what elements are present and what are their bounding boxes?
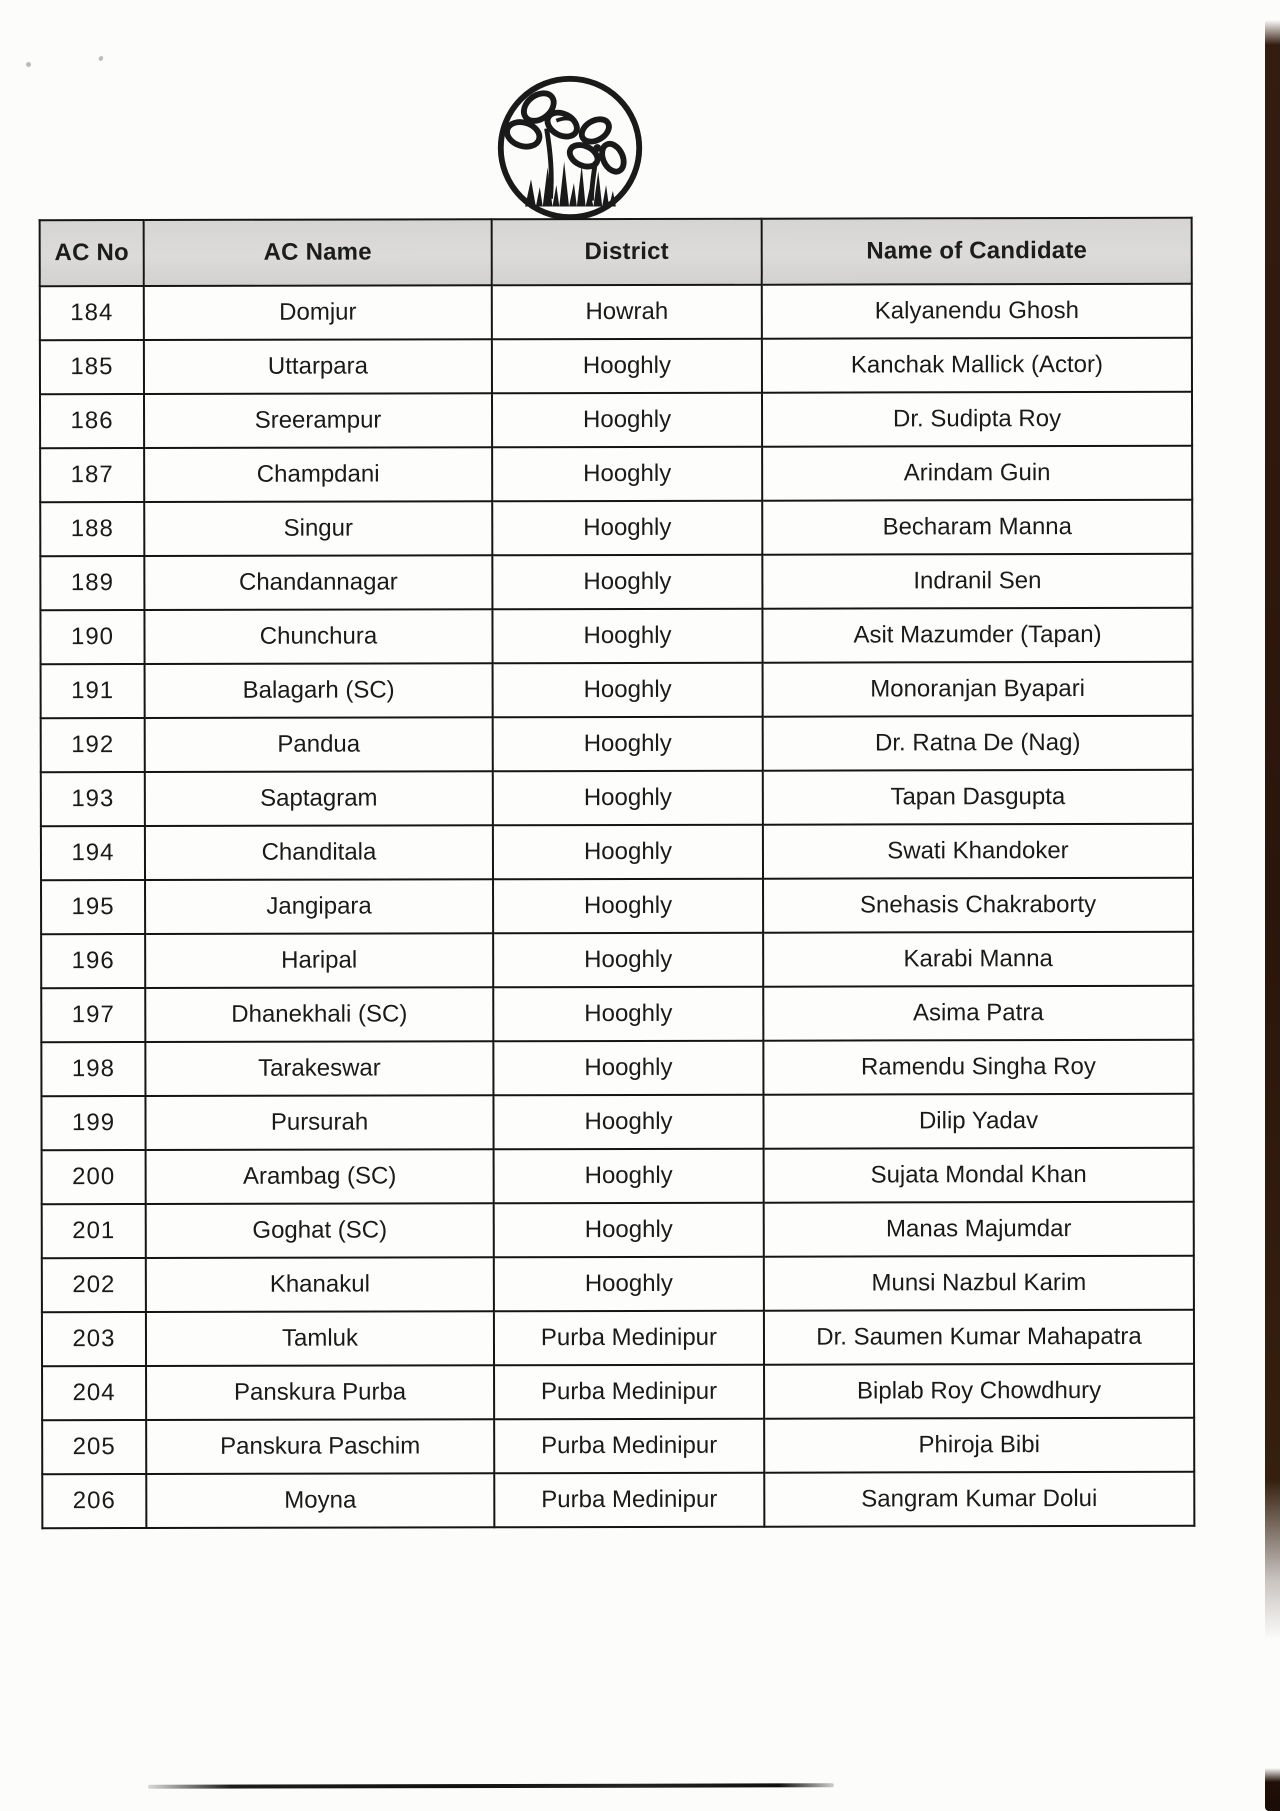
table-row (41, 716, 1193, 772)
header-ac-no: AC No (40, 220, 144, 286)
candidate-cell: Indranil Sen (762, 554, 1192, 609)
ac-no-cell: 203 (42, 1312, 146, 1366)
ac-name-cell: Moyna (146, 1473, 494, 1528)
candidate-cell: Tapan Dasgupta (763, 770, 1193, 825)
table-row (41, 1094, 1193, 1150)
ac-no-cell: 200 (42, 1150, 146, 1204)
table-row (41, 986, 1193, 1042)
ac-name-cell: Pandua (145, 717, 493, 772)
ac-name-cell: Chandannagar (144, 555, 492, 610)
ac-name-cell: Dhanekhali (SC) (145, 987, 493, 1042)
ac-no-cell: 186 (40, 394, 144, 448)
ac-no-cell: 205 (42, 1420, 146, 1474)
candidate-cell: Biplab Roy Chowdhury (764, 1364, 1194, 1419)
ac-name-cell: Saptagram (145, 771, 493, 826)
district-cell: Hooghly (494, 1149, 764, 1204)
candidate-cell: Swati Khandoker (763, 824, 1193, 879)
ac-name-cell: Pursurah (145, 1095, 493, 1150)
district-cell: Hooghly (493, 1095, 763, 1150)
ac-name-cell: Balagarh (SC) (145, 663, 493, 718)
candidate-cell: Asima Patra (763, 986, 1193, 1041)
candidate-cell: Ramendu Singha Roy (763, 1040, 1193, 1095)
ac-no-cell: 189 (40, 556, 144, 610)
candidate-cell: Kalyanendu Ghosh (762, 284, 1192, 339)
grass-blades (525, 162, 616, 207)
table-row (42, 1310, 1194, 1366)
candidate-table-header (40, 218, 1192, 286)
candidate-cell: Arindam Guin (762, 446, 1192, 501)
candidate-cell: Dr. Ratna De (Nag) (763, 716, 1193, 771)
district-cell: Purba Medinipur (494, 1311, 764, 1366)
candidate-cell: Kanchak Mallick (Actor) (762, 338, 1192, 393)
ac-no-cell: 202 (42, 1258, 146, 1312)
ac-name-cell: Arambag (SC) (146, 1149, 494, 1204)
ac-name-cell: Chanditala (145, 825, 493, 880)
district-cell: Howrah (492, 285, 762, 340)
ac-name-cell: Domjur (144, 285, 492, 340)
ac-no-cell: 195 (41, 880, 145, 934)
scan-stray-line (148, 1783, 834, 1788)
ac-name-cell: Uttarpara (144, 339, 492, 394)
ac-name-cell: Sreerampur (144, 393, 492, 448)
header-ac-name: AC Name (144, 219, 492, 286)
header-district: District (492, 219, 762, 286)
ac-name-cell: Jangipara (145, 879, 493, 934)
district-cell: Hooghly (493, 825, 763, 880)
ac-no-cell: 185 (40, 340, 144, 394)
district-cell: Hooghly (492, 609, 762, 664)
ac-name-cell: Champdani (144, 447, 492, 502)
candidate-cell: Becharam Manna (762, 500, 1192, 555)
ac-no-cell: 187 (40, 448, 144, 502)
district-cell: Hooghly (492, 555, 762, 610)
table-row (41, 662, 1193, 718)
table-row (40, 338, 1192, 394)
ac-name-cell: Tarakeswar (145, 1041, 493, 1096)
table-row (41, 770, 1193, 826)
candidate-cell: Dr. Saumen Kumar Mahapatra (764, 1310, 1194, 1365)
candidate-cell: Dr. Sudipta Roy (762, 392, 1192, 447)
candidate-cell: Karabi Manna (763, 932, 1193, 987)
table-row (40, 284, 1192, 340)
ac-name-cell: Singur (144, 501, 492, 556)
table-row (42, 1256, 1194, 1312)
district-cell: Hooghly (493, 879, 763, 934)
scan-page-edge (1265, 0, 1280, 1811)
ac-no-cell: 192 (41, 718, 145, 772)
table-row (42, 1148, 1194, 1204)
ac-no-cell: 199 (41, 1096, 145, 1150)
table-row (42, 1364, 1194, 1420)
ac-name-cell: Goghat (SC) (146, 1203, 494, 1258)
candidate-cell: Munsi Nazbul Karim (764, 1256, 1194, 1311)
ac-no-cell: 198 (41, 1042, 145, 1096)
district-cell: Hooghly (493, 663, 763, 718)
ac-no-cell: 191 (41, 664, 145, 718)
ac-no-cell: 193 (41, 772, 145, 826)
trinamool-flower-emblem-icon (492, 70, 648, 226)
header-candidate: Name of Candidate (762, 218, 1192, 285)
district-cell: Hooghly (492, 339, 762, 394)
table-row (40, 500, 1192, 556)
scan-speck (26, 62, 31, 67)
candidate-table-container (39, 217, 1194, 1529)
district-cell: Purba Medinipur (494, 1365, 764, 1420)
ac-name-cell: Khanakul (146, 1257, 494, 1312)
table-row (40, 446, 1192, 502)
candidate-table-body (40, 284, 1195, 1528)
candidate-cell: Asit Mazumder (Tapan) (762, 608, 1192, 663)
ac-no-cell: 190 (40, 610, 144, 664)
table-row (41, 932, 1193, 988)
ac-name-cell: Tamluk (146, 1311, 494, 1366)
district-cell: Hooghly (492, 393, 762, 448)
candidate-cell: Sangram Kumar Dolui (764, 1472, 1194, 1527)
ac-no-cell: 204 (42, 1366, 146, 1420)
ac-name-cell: Chunchura (144, 609, 492, 664)
ac-no-cell: 206 (42, 1474, 146, 1528)
table-row (42, 1472, 1194, 1528)
ac-no-cell: 184 (40, 286, 144, 340)
table-row (40, 608, 1192, 664)
header-row (40, 218, 1192, 286)
ac-no-cell: 201 (42, 1204, 146, 1258)
table-row (40, 554, 1192, 610)
table-row (41, 1040, 1193, 1096)
district-cell: Hooghly (493, 717, 763, 772)
district-cell: Hooghly (494, 1203, 764, 1258)
candidate-cell: Manas Majumdar (764, 1202, 1194, 1257)
table-row (42, 1202, 1194, 1258)
district-cell: Purba Medinipur (494, 1473, 764, 1528)
ac-name-cell: Panskura Paschim (146, 1419, 494, 1474)
district-cell: Hooghly (493, 1041, 763, 1096)
district-cell: Hooghly (493, 933, 763, 988)
table-row (41, 824, 1193, 880)
candidate-cell: Dilip Yadav (763, 1094, 1193, 1149)
district-cell: Hooghly (492, 501, 762, 556)
ac-no-cell: 197 (41, 988, 145, 1042)
district-cell: Hooghly (493, 987, 763, 1042)
scan-speck (98, 55, 104, 61)
ac-no-cell: 188 (40, 502, 144, 556)
candidate-cell: Phiroja Bibi (764, 1418, 1194, 1473)
candidate-cell: Monoranjan Byapari (763, 662, 1193, 717)
candidate-table (39, 217, 1196, 1529)
candidate-cell: Sujata Mondal Khan (764, 1148, 1194, 1203)
district-cell: Hooghly (494, 1257, 764, 1312)
table-row (40, 392, 1192, 448)
ac-no-cell: 194 (41, 826, 145, 880)
table-row (42, 1418, 1194, 1474)
ac-no-cell: 196 (41, 934, 145, 988)
table-row (41, 878, 1193, 934)
ac-name-cell: Haripal (145, 933, 493, 988)
district-cell: Hooghly (492, 447, 762, 502)
district-cell: Purba Medinipur (494, 1419, 764, 1474)
district-cell: Hooghly (493, 771, 763, 826)
candidate-cell: Snehasis Chakraborty (763, 878, 1193, 933)
ac-name-cell: Panskura Purba (146, 1365, 494, 1420)
